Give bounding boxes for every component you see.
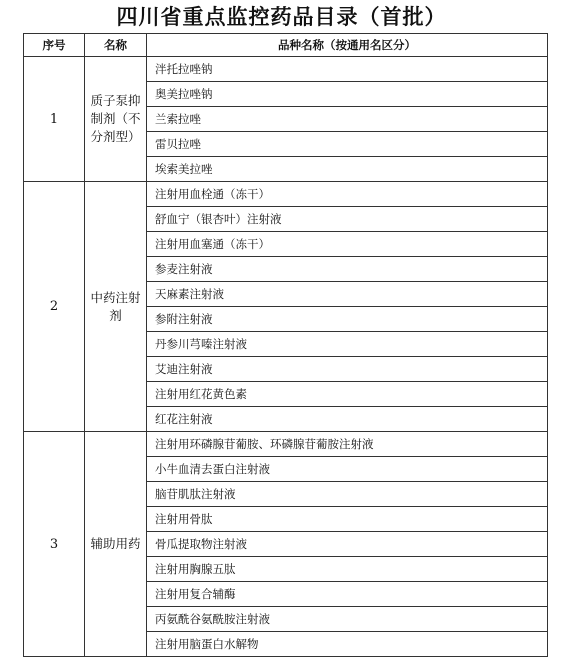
drug-name-cell: 丹参川芎嗪注射液 — [147, 332, 548, 357]
drug-name-cell: 注射用环磷腺苷葡胺、环磷腺苷葡胺注射液 — [147, 432, 548, 457]
group-seq-cell: 3 — [24, 432, 85, 657]
group-seq-cell: 1 — [24, 57, 85, 182]
drug-name-cell: 奥美拉唑钠 — [147, 82, 548, 107]
table-row — [24, 57, 548, 82]
drug-catalog-table — [23, 33, 548, 657]
drug-name-cell: 脑苷肌肽注射液 — [147, 482, 548, 507]
drug-name-cell: 注射用红花黄色素 — [147, 382, 548, 407]
drug-name-cell: 舒血宁（银杏叶）注射液 — [147, 207, 548, 232]
drug-name-cell: 注射用胸腺五肽 — [147, 557, 548, 582]
group-category-cell: 质子泵抑制剂（不分剂型） — [85, 57, 147, 182]
header-seq: 序号 — [24, 34, 85, 57]
drug-name-cell: 小牛血清去蛋白注射液 — [147, 457, 548, 482]
drug-name-cell: 参麦注射液 — [147, 257, 548, 282]
header-varieties: 品种名称（按通用名区分） — [147, 34, 548, 57]
table-body — [24, 57, 548, 657]
group-category-cell: 辅助用药 — [85, 432, 147, 657]
table-header-row — [24, 34, 548, 57]
drug-name-cell: 注射用血栓通（冻干） — [147, 182, 548, 207]
drug-name-cell: 天麻素注射液 — [147, 282, 548, 307]
drug-name-cell: 参附注射液 — [147, 307, 548, 332]
drug-name-cell: 红花注射液 — [147, 407, 548, 432]
drug-name-cell: 丙氨酰谷氨酰胺注射液 — [147, 607, 548, 632]
drug-name-cell: 骨瓜提取物注射液 — [147, 532, 548, 557]
group-seq-cell: 2 — [24, 182, 85, 432]
document-title: 四川省重点监控药品目录（首批） — [116, 4, 447, 29]
drug-name-cell: 兰索拉唑 — [147, 107, 548, 132]
drug-name-cell: 注射用脑蛋白水解物 — [147, 632, 548, 657]
group-category-cell: 中药注射剂 — [85, 182, 147, 432]
drug-name-cell: 雷贝拉唑 — [147, 132, 548, 157]
drug-name-cell: 注射用骨肽 — [147, 507, 548, 532]
drug-name-cell: 埃索美拉唑 — [147, 157, 548, 182]
table-row — [24, 432, 548, 457]
table-row — [24, 182, 548, 207]
drug-name-cell: 注射用血塞通（冻干） — [147, 232, 548, 257]
drug-name-cell: 泮托拉唑钠 — [147, 57, 548, 82]
drug-name-cell: 注射用复合辅酶 — [147, 582, 548, 607]
drug-name-cell: 艾迪注射液 — [147, 357, 548, 382]
header-name: 名称 — [85, 34, 147, 57]
